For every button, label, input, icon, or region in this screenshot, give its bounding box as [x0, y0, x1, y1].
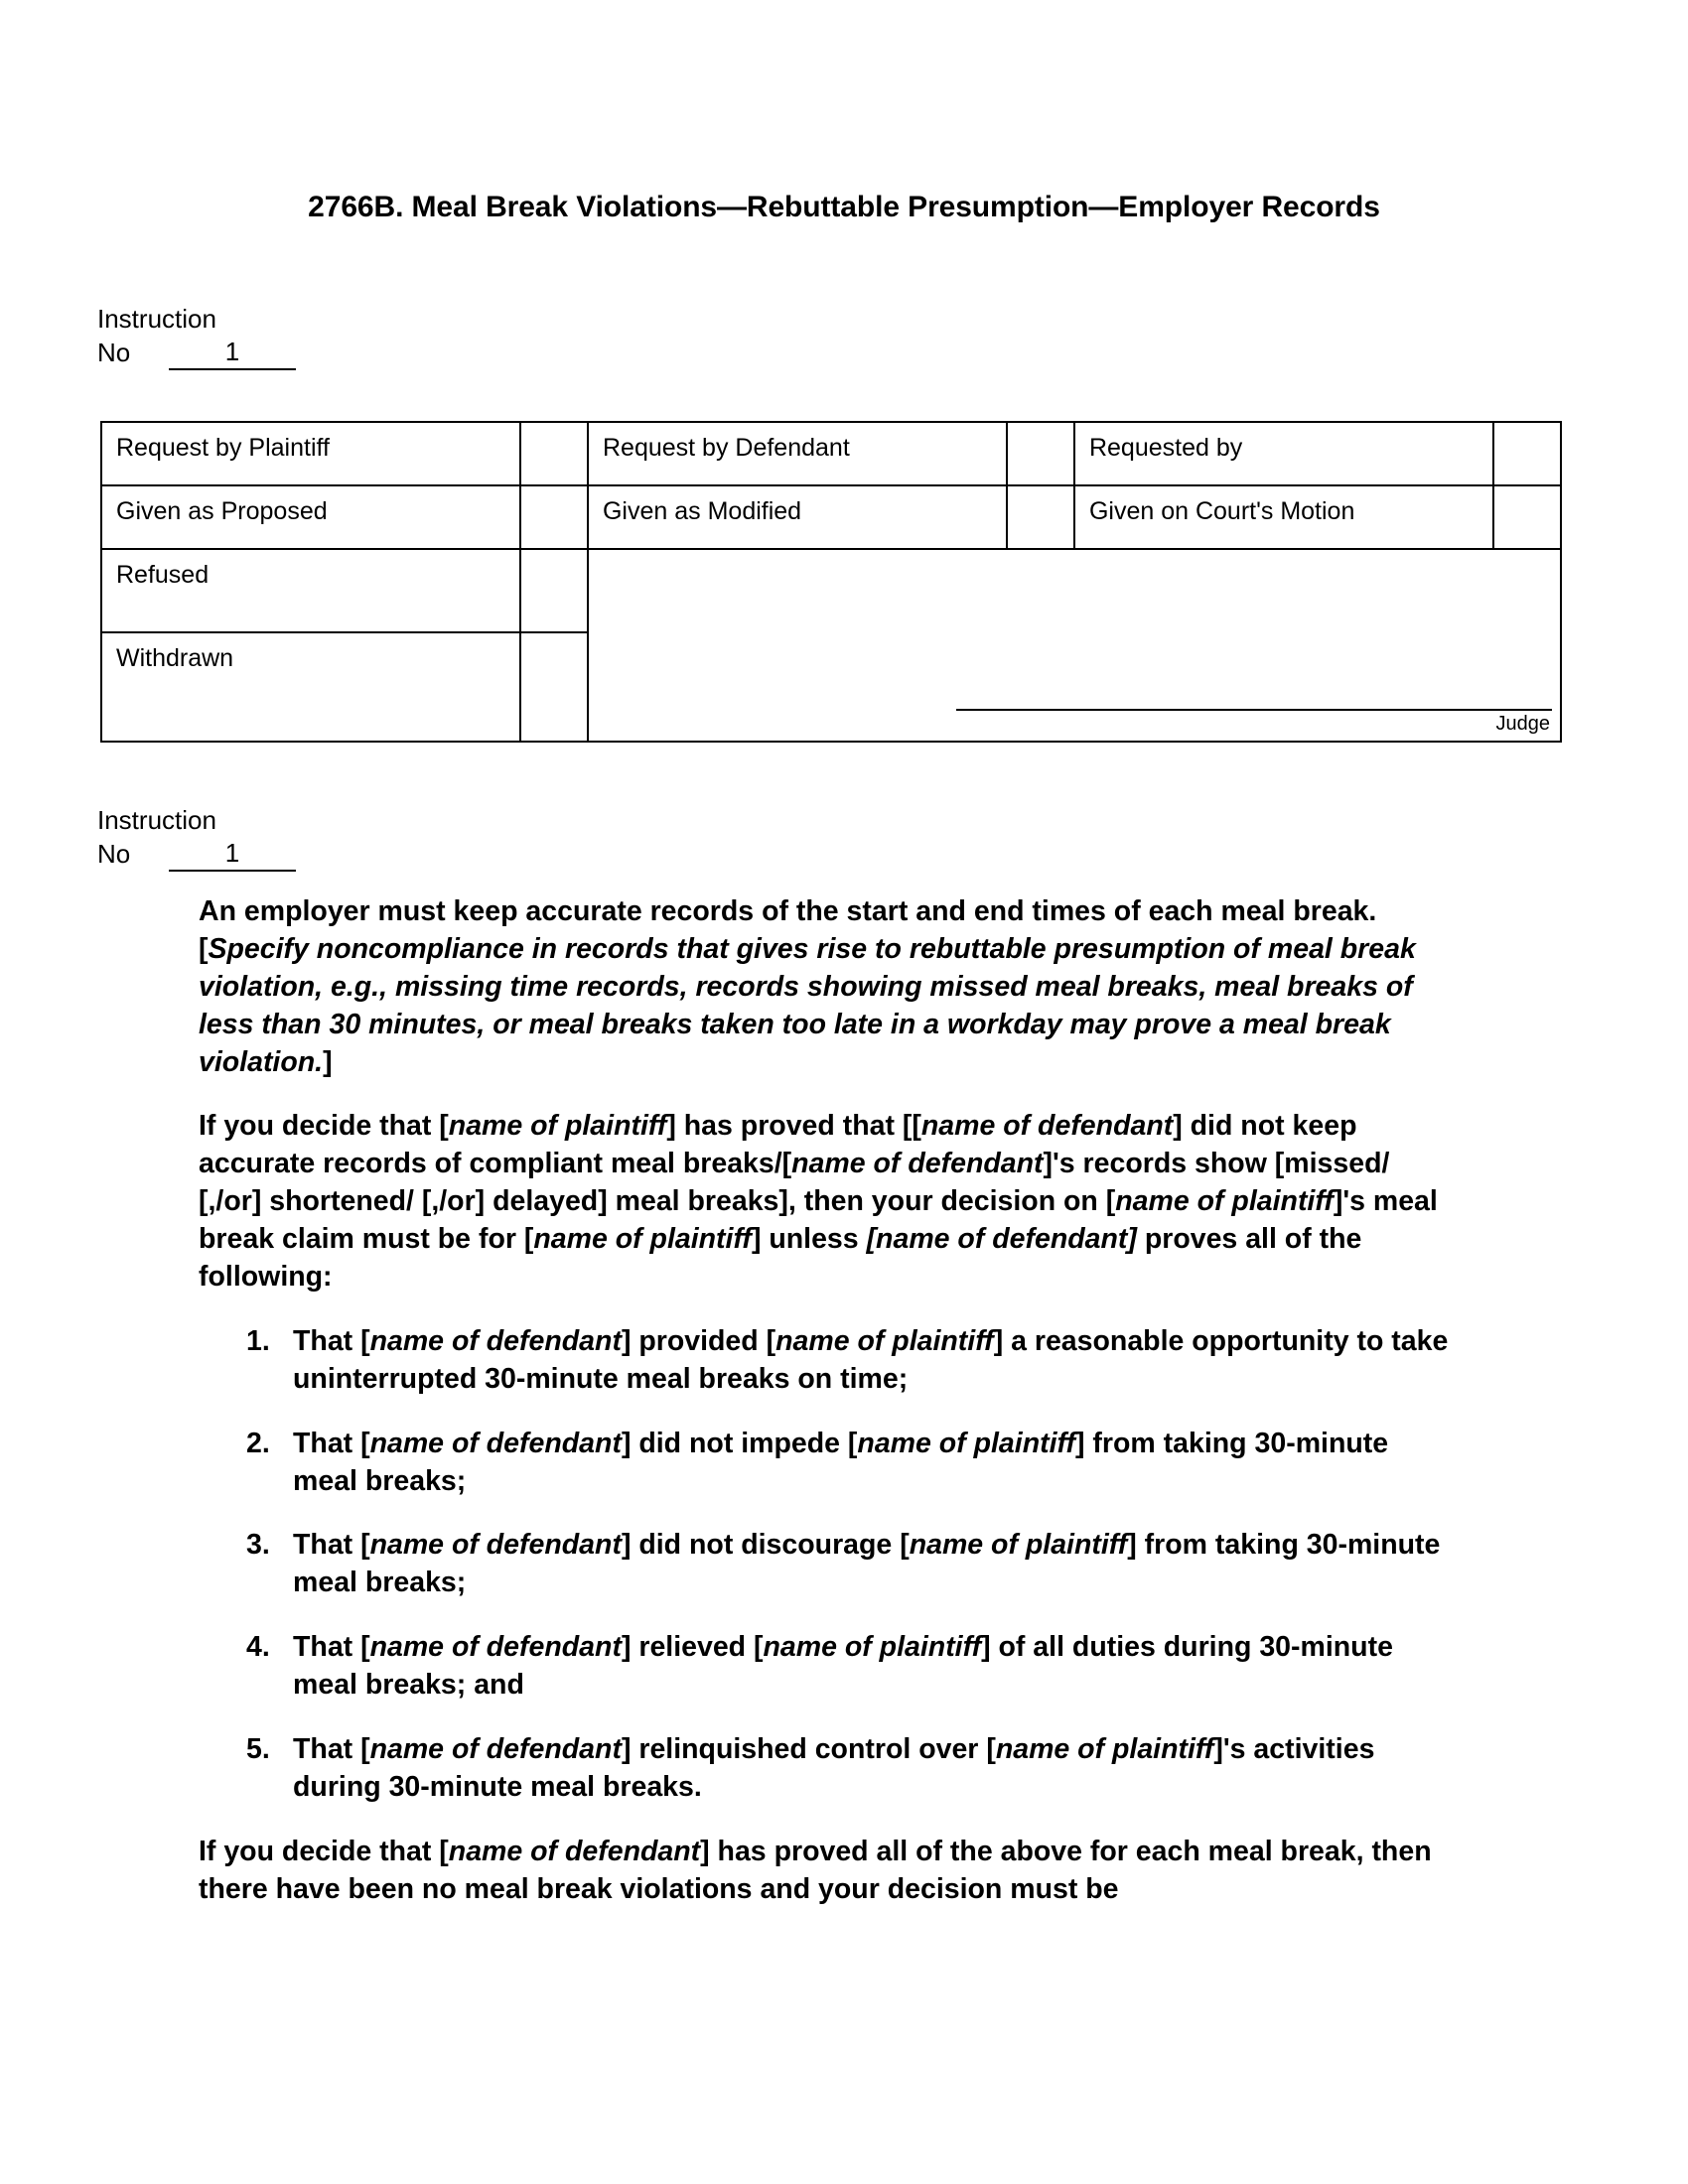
- instruction-no-label: No: [97, 337, 131, 367]
- item3-s3: ] from taking 30-minute meal breaks;: [293, 1529, 1441, 1599]
- list-item: [199, 1527, 1460, 1602]
- para2-s7: proves all of the following:: [199, 1223, 1362, 1294]
- para2-s4: ]'s records show [missed/ [,/or] shortened/ [,/or] delayed] meal breaks], then your decision on [: [199, 1148, 1390, 1218]
- item2-s3: ] from taking 30-minute meal breaks;: [293, 1427, 1389, 1497]
- cell-refused-label: Refused: [101, 549, 520, 632]
- instruction-number-block-top: [97, 303, 296, 370]
- item2-i1: name of defendant: [369, 1427, 622, 1459]
- page-title: 2766B. Meal Break Violations—Rebuttable Presumption—Employer Records: [308, 191, 1380, 223]
- signature-label: Judge: [1495, 713, 1550, 735]
- checkbox-refused[interactable]: [520, 549, 588, 632]
- signature-wrap: [956, 709, 1552, 737]
- instruction-number-block-bottom: [97, 804, 296, 872]
- para2-i6: [name of defendant]: [866, 1223, 1137, 1256]
- cell-request-by-defendant-label: Request by Defendant: [588, 422, 1007, 485]
- para2-i2: name of defendant: [920, 1110, 1174, 1143]
- para2-s6: ] unless: [751, 1223, 867, 1256]
- instruction-word-label: Instruction: [97, 805, 216, 835]
- checkbox-requested-by[interactable]: [1493, 422, 1561, 485]
- checkbox-given-as-modified[interactable]: [1007, 485, 1074, 549]
- para1-italic-bracket: Specify noncompliance in records that gives rise to rebuttable presumption of meal break violation, e.g., missing time records, records showing missed meal breaks, meal breaks of less than 30 minutes, or meal breaks taken too late in a workday may prove a meal break violation.: [199, 932, 1416, 1078]
- list-item: [199, 1629, 1460, 1705]
- item4-i1: name of defendant: [369, 1631, 622, 1664]
- item5-s3: ]'s activities during 30-minute meal breaks.: [293, 1733, 1375, 1803]
- instruction-word-label: Instruction: [97, 304, 216, 334]
- disposition-table: [100, 421, 1562, 743]
- item2-i2: name of plaintiff: [857, 1427, 1075, 1459]
- item1-s3: ] a reasonable opportunity to take uninterrupted 30-minute meal breaks on time;: [293, 1324, 1449, 1395]
- checkbox-given-on-courts-motion[interactable]: [1493, 485, 1561, 549]
- para3-s1: If you decide that [: [199, 1835, 449, 1867]
- paragraph-recordkeeping: [199, 893, 1460, 1081]
- para3-s2: ] has proved all of the above for each meal break, then there have been no meal break violations and your decision must be: [199, 1835, 1432, 1905]
- table-row: [101, 422, 1561, 485]
- instruction-no-field[interactable]: 1: [169, 839, 296, 872]
- item1-i1: name of defendant: [369, 1324, 622, 1357]
- para2-s2: ] has proved that [[: [666, 1110, 921, 1143]
- cell-given-as-proposed-label: Given as Proposed: [101, 485, 520, 549]
- instruction-no-field[interactable]: 1: [169, 338, 296, 370]
- list-item: [199, 1426, 1460, 1501]
- item3-i2: name of plaintiff: [909, 1529, 1128, 1562]
- item5-s2: ] relinquished control over [: [621, 1733, 996, 1766]
- cell-given-on-courts-motion-label: Given on Court's Motion: [1074, 485, 1493, 549]
- elements-list: [199, 1323, 1460, 1807]
- judge-signature-area: [588, 549, 1561, 742]
- item1-s1: That [: [293, 1324, 370, 1357]
- item1-s2: ] provided [: [621, 1324, 776, 1357]
- item4-s2: ] relieved [: [621, 1631, 764, 1664]
- para3-i1: name of defendant: [448, 1835, 701, 1867]
- item2-s1: That [: [293, 1427, 370, 1459]
- item3-s2: ] did not discourage [: [621, 1529, 910, 1562]
- item3-i1: name of defendant: [369, 1529, 622, 1562]
- cell-withdrawn-label: Withdrawn: [101, 632, 520, 742]
- list-item: [199, 1323, 1460, 1399]
- list-item: [199, 1731, 1460, 1807]
- table-row: [101, 549, 1561, 632]
- item3-s1: That [: [293, 1529, 370, 1562]
- item5-s1: That [: [293, 1733, 370, 1766]
- item5-i1: name of defendant: [369, 1733, 622, 1766]
- item5-i2: name of plaintiff: [995, 1733, 1214, 1766]
- para1-lead: An employer must keep accurate records of the start and end times of each meal break. [: [199, 895, 1377, 965]
- item4-i2: name of plaintiff: [763, 1631, 982, 1664]
- item1-i2: name of plaintiff: [775, 1324, 994, 1357]
- paragraph-no-violation: [199, 1834, 1460, 1909]
- instruction-no-label: No: [97, 838, 131, 869]
- paragraph-decision-rule: [199, 1108, 1460, 1296]
- instruction-body: [199, 893, 1460, 1909]
- checkbox-withdrawn[interactable]: [520, 632, 588, 742]
- checkbox-request-by-defendant[interactable]: [1007, 422, 1074, 485]
- checkbox-request-by-plaintiff[interactable]: [520, 422, 588, 485]
- para2-i5: name of plaintiff: [533, 1223, 752, 1256]
- cell-request-by-plaintiff-label: Request by Plaintiff: [101, 422, 520, 485]
- item2-s2: ] did not impede [: [621, 1427, 858, 1459]
- para2-s1: If you decide that [: [199, 1110, 449, 1143]
- item4-s3: ] of all duties during 30-minute meal breaks; and: [293, 1631, 1393, 1702]
- cell-requested-by-label: Requested by: [1074, 422, 1493, 485]
- table-row: [101, 485, 1561, 549]
- para2-s5: ]'s meal break claim must be for [: [199, 1185, 1438, 1256]
- para2-i3: name of defendant: [791, 1148, 1044, 1180]
- cell-given-as-modified-label: Given as Modified: [588, 485, 1007, 549]
- item4-s1: That [: [293, 1631, 370, 1664]
- para1-tail: ]: [323, 1045, 333, 1078]
- checkbox-given-as-proposed[interactable]: [520, 485, 588, 549]
- para2-s3: ] did not keep accurate records of compliant meal breaks/[: [199, 1110, 1357, 1180]
- para2-i4: name of plaintiff: [1115, 1185, 1334, 1218]
- para2-i1: name of plaintiff: [448, 1110, 667, 1143]
